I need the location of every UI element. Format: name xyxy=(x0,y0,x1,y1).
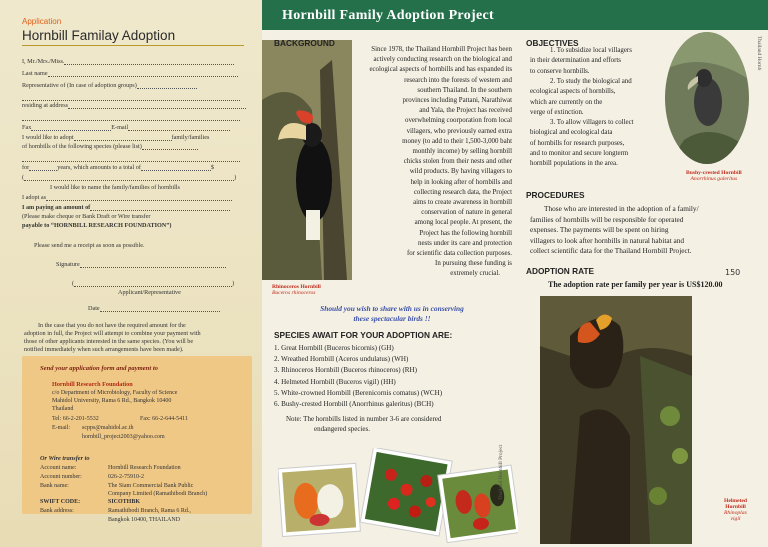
brochure-title: Hornbill Family Adoption Project xyxy=(282,8,494,23)
objectives-heading: OBJECTIVES xyxy=(526,38,579,48)
brochure-panel xyxy=(262,0,768,547)
objective-line: which are currently on the xyxy=(530,98,603,106)
objective-line: and to monitor and secure longterm xyxy=(530,150,629,157)
name-field[interactable] xyxy=(22,58,234,65)
background-line: Since 1978, the Thailand Hornbill Project has been xyxy=(371,46,512,53)
years-field[interactable] xyxy=(22,164,214,171)
address-line-1: c/o Department of Microbiology, Faculty of Science xyxy=(52,390,178,396)
title-banner xyxy=(262,0,768,30)
address-line-3: Thailand xyxy=(52,406,74,412)
bank-address-line-2: Bangkok 10400, THAILAND xyxy=(108,517,181,523)
fax-email-field[interactable] xyxy=(22,124,230,131)
helmeted-caption-sci-1: Rhinoplax xyxy=(724,510,747,516)
objective-line: to conserve hornbills. xyxy=(530,67,590,75)
background-line: overwhelming coorporation from local xyxy=(405,117,512,125)
for-label: for xyxy=(22,164,30,171)
procedure-line: Those who are interested in the adoption of a family/ xyxy=(544,204,699,213)
note-line-3: those of other applicants interested in the same species. (You will be xyxy=(24,338,194,345)
background-heading: BACKGROUND xyxy=(274,38,335,48)
rhino-caption-name: Rhinoceros Hornbill xyxy=(272,284,321,290)
background-line: nests under its care and protection xyxy=(418,239,512,247)
paying-field[interactable] xyxy=(22,204,230,211)
background-line: provinces including Pattani, Narathiwat xyxy=(402,97,512,104)
background-line: among local people. At present, the xyxy=(414,219,512,227)
bank-name-line-1: The Siam Commercial Bank Public xyxy=(108,483,194,489)
objective-line: 2. To study the biological and xyxy=(550,77,632,85)
objective-line: hornbill populations in the area. xyxy=(530,160,618,168)
signature-label: Signature xyxy=(56,261,80,268)
background-line: villagers, who previously earned extra xyxy=(406,127,512,135)
paren-close-2: ) xyxy=(232,280,235,287)
procedure-line: families of hornbills will be responsible for operated xyxy=(530,214,684,224)
objective-line: of hornbills for research purposes, xyxy=(530,139,625,147)
rate-heading: ADOPTION RATE xyxy=(526,266,595,276)
background-line: collecting research data, the Project xyxy=(413,188,512,196)
tel-text: Tel: 66-2-201-5532 xyxy=(52,416,99,422)
background-line: ecological aspects of hornbills and has expanded its xyxy=(369,66,512,74)
background-line: monthly income) by selling hornbill xyxy=(412,148,512,155)
background-line: money (to add to their 1,500-3,000 baht xyxy=(402,137,512,145)
signature-field[interactable] xyxy=(56,261,226,268)
vertical-project-label-top: Thailand Hornb xyxy=(756,36,762,71)
background-line: actively conducting research on the biological and xyxy=(373,56,512,64)
address-line-blank-2[interactable] xyxy=(22,114,240,121)
applicant-paren-field[interactable] xyxy=(72,280,234,287)
representative-label: Representative of (In case of adoption groups) xyxy=(22,82,137,89)
vertical-project-label: Thailand Hornbill Project xyxy=(498,444,504,500)
bank-name-label: Bank name: xyxy=(40,483,69,489)
account-name-label: Account name: xyxy=(40,465,77,471)
objective-line: in their determination and efforts xyxy=(530,57,621,65)
name-family-text: I would like to name the family/families of hornbills xyxy=(50,184,180,191)
adopt-label: I would like to adopt xyxy=(22,134,74,141)
foundation-name: Hornbill Research Foundation xyxy=(52,381,133,388)
species-list-label: of hornbills of the following species (please list) xyxy=(22,143,142,150)
background-line: In pursuing these funding is xyxy=(435,260,512,268)
helmeted-caption-sci-2: vigil xyxy=(730,516,741,522)
share-line-1: Should you wish to share with us in conserving xyxy=(320,304,464,313)
helmeted-caption-1: Helmeted xyxy=(724,498,747,504)
years-label: years, which amounts to a total of xyxy=(57,164,141,171)
species-line-blank[interactable] xyxy=(22,155,240,162)
background-line: for scientific data collection purposes. xyxy=(406,250,512,257)
background-line: wild products. By having villagers to xyxy=(409,168,512,176)
background-line: aims to create awareness in hornbill xyxy=(413,199,512,206)
paren-open-2: ( xyxy=(72,280,75,287)
background-line: and Yala, the Project has received xyxy=(419,107,512,115)
bushy-caption xyxy=(686,170,742,182)
background-line: help in looking after of hornbills and xyxy=(410,178,512,186)
note-line-1: In the case that you do not have the required amount for the xyxy=(38,322,186,329)
species-item: 6. Bushy-crested Hornbill (Anorrhinus galeritus) (BCH) xyxy=(274,400,434,408)
payable-text: payable to “HORNBILL RESEARCH FOUNDATION”) xyxy=(22,222,172,229)
representative-field[interactable] xyxy=(22,82,197,89)
objective-line: 3. To allow villagers to collect xyxy=(550,119,634,127)
adopt-as-label: I adopt as xyxy=(22,194,47,201)
objective-line: biological and ecological data xyxy=(530,129,613,137)
bank-name-line-2: Company Limited (Ramathibodi Branch) xyxy=(108,491,208,497)
species-note-1: Note: The hornbills listed in number 3-6 are considered xyxy=(286,415,442,423)
wire-heading: Or Wire transfer to xyxy=(40,455,90,462)
date-label: Date xyxy=(88,305,100,312)
fax-label: Fax xyxy=(22,124,32,131)
applicant-label: Applicant/Representative xyxy=(118,289,181,296)
rate-text: The adoption rate per family per year is US$120.00 xyxy=(548,280,723,289)
email-label-contact: E-mail: xyxy=(52,425,70,431)
objective-line: ecological aspects of hornbills, xyxy=(530,88,616,96)
procedure-line: expenses. The payments will be spent on hiring xyxy=(530,225,669,235)
email-label: E-mail xyxy=(111,124,129,131)
species-item: 2. Wreathed Hornbill (Aceros undulatus) (WH) xyxy=(274,355,409,364)
helmeted-caption-2: Hornbill xyxy=(725,504,746,510)
background-line: conservation of nature in general xyxy=(421,209,512,217)
send-heading: Send your application form and payment to xyxy=(40,365,158,372)
family-label: family/families xyxy=(171,134,210,141)
helmeted-caption xyxy=(724,498,747,522)
address-line-blank[interactable] xyxy=(22,94,240,101)
adopt-as-field[interactable] xyxy=(22,194,232,201)
rate-handwritten: 150 xyxy=(725,268,741,277)
background-line: chicks stolen from their nests and other xyxy=(403,158,512,166)
cheque-text: (Please make cheque or Bank Draft or Wire transfer xyxy=(22,213,151,220)
last-name-label: Last name xyxy=(22,70,48,77)
title-rule xyxy=(22,45,244,46)
background-line: southern Thailand. In the southern xyxy=(417,86,512,94)
rhino-caption xyxy=(272,284,321,296)
account-number-label: Account number: xyxy=(40,474,82,480)
residing-field[interactable] xyxy=(22,102,246,109)
species-field[interactable] xyxy=(22,143,198,150)
swift-label: SWIFT CODE: xyxy=(40,499,81,505)
helmeted-hornbill-photo xyxy=(540,296,692,544)
bushy-crested-hornbill-photo xyxy=(664,30,750,170)
procedure-line: villagers to look after hornbills in natural habitat and xyxy=(530,235,685,245)
receipt-text: Please send me a receipt as soon as possible. xyxy=(34,242,145,249)
species-note-2: endangered species. xyxy=(314,425,370,433)
account-name-value: Hornbill Research Foundation xyxy=(108,465,181,471)
application-label: Application xyxy=(22,17,62,26)
swift-value: SICOTHBK xyxy=(108,499,141,505)
species-note xyxy=(286,414,441,434)
email-link-2[interactable]: hornbill_project2003@yahoo.com xyxy=(82,434,165,440)
fax-text: Fax: 66-2-644-5411 xyxy=(140,416,188,422)
background-line: extremely crucial. xyxy=(450,270,500,278)
bushy-caption-sci: Anorrhinus galeritus xyxy=(690,176,738,182)
paying-label: I am paying an amount of xyxy=(22,204,91,211)
name-label: I, Mr./Mrs./Miss. xyxy=(22,58,65,65)
background-line: Project has the following hornbill xyxy=(419,229,512,237)
adopt-field[interactable] xyxy=(22,134,209,141)
bank-address-line-1: Ramathibodi Branch, Rama 6 Rd., xyxy=(108,508,191,514)
rhinoceros-hornbill-photo xyxy=(262,40,352,280)
amount-words-field[interactable] xyxy=(22,174,236,181)
note-line-4: notified immediately when such arrangements have been made). xyxy=(24,346,184,353)
last-name-field[interactable] xyxy=(22,70,238,77)
objective-line: 1. To subsidize local villagers xyxy=(550,47,632,54)
currency-label: $ xyxy=(210,164,214,171)
date-field[interactable] xyxy=(88,305,220,312)
paren-open: ( xyxy=(22,174,25,181)
objective-line: verge of extinction. xyxy=(530,108,584,116)
form-title: Hornbill Familay Adoption xyxy=(22,28,176,43)
share-line-2: these spectacular birds !! xyxy=(353,314,431,323)
fruit-photos xyxy=(278,448,518,543)
procedure-line: collect scientific data for the Thailand Hornbill Project. xyxy=(530,246,692,256)
bank-address-label: Bank address: xyxy=(40,508,74,514)
email-link-1[interactable]: scpps@mahidol.ac.th xyxy=(82,425,134,431)
paren-close: ) xyxy=(234,174,237,181)
species-item: 4. Helmeted Hornbill (Buceros vigil) (HH) xyxy=(274,377,396,386)
application-form-panel xyxy=(0,0,262,547)
share-callout xyxy=(282,304,502,324)
background-line: research into the forests of western and xyxy=(404,76,512,84)
procedures-heading: PROCEDURES xyxy=(526,190,585,200)
address-line-2: Mahidol University, Rama 6 Rd., Bangkok 10400 xyxy=(52,398,172,404)
species-item: 3. Rhinoceros Hornbill (Buceros rhinoceros) (RH) xyxy=(274,366,418,375)
residing-label: residing at address xyxy=(22,102,69,109)
note-line-2: adoption in full, the Project will attempt to combine your payment with xyxy=(24,330,201,337)
bushy-caption-name: Bushy-crested Hornbill xyxy=(686,170,742,176)
species-heading: SPECIES AWAIT FOR YOUR ADOPTION ARE: xyxy=(274,330,453,340)
account-number-value: 026-2-75910-2 xyxy=(108,474,144,480)
species-item: 1. Great Hornbill (Buceros bicornis) (GH) xyxy=(274,344,394,352)
rhino-caption-sci: Buceros rhinoceros xyxy=(272,290,316,296)
species-item: 5. White-crowned Hornbill (Berenicornis comatus) (WCH) xyxy=(274,388,443,397)
